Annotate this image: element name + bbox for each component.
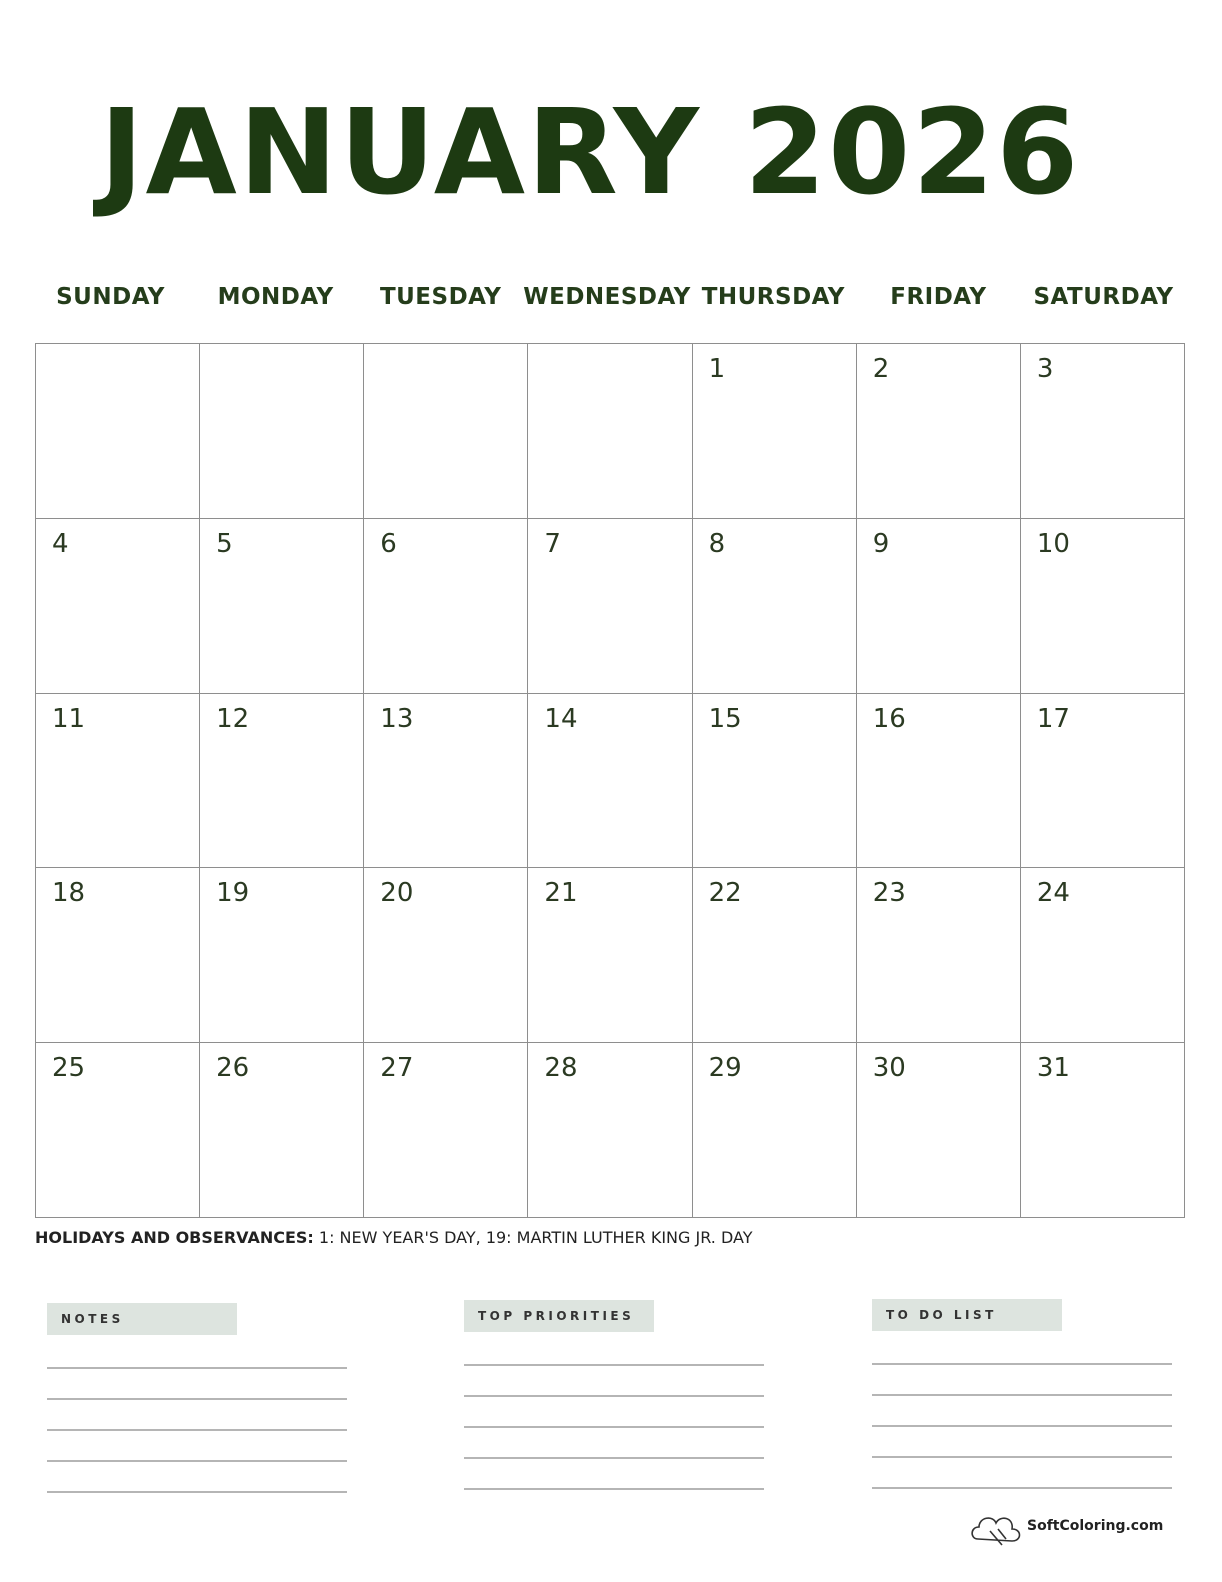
day-cell [36, 694, 200, 869]
day-cell [528, 868, 692, 1043]
day-number: 3 [1036, 354, 1054, 384]
day-number: 24 [1036, 878, 1070, 909]
day-cell [857, 344, 1021, 519]
notes-line [47, 1398, 347, 1400]
weekday-saturday: SATURDAY [1033, 284, 1174, 310]
day-number: 26 [216, 1053, 250, 1084]
day-cell [528, 1043, 692, 1218]
day-number: 14 [544, 703, 578, 734]
day-number: 13 [380, 703, 414, 734]
day-number: 12 [216, 703, 250, 734]
weekday-sunday: SUNDAY [56, 284, 165, 310]
day-number: 5 [216, 528, 233, 559]
priorities-line [464, 1488, 764, 1490]
notes-line [47, 1429, 347, 1431]
day-number: 11 [52, 703, 86, 734]
todo-section [872, 1299, 1172, 1489]
day-cell [36, 1043, 200, 1218]
weekday-tuesday: TUESDAY [379, 284, 502, 310]
priorities-line [464, 1426, 764, 1428]
todo-heading: TO DO LIST [872, 1299, 1062, 1331]
day-cell [200, 519, 364, 694]
day-cell [364, 1043, 528, 1218]
day-number: 30 [872, 1053, 906, 1084]
day-cell [857, 519, 1021, 694]
day-cell [364, 344, 528, 519]
day-cell [857, 868, 1021, 1043]
day-number: 17 [1036, 703, 1070, 734]
holidays-note [35, 1228, 752, 1247]
day-number: 25 [52, 1053, 86, 1084]
priorities-section [464, 1300, 764, 1490]
weekday-thursday: THURSDAY [701, 284, 845, 310]
day-number: 16 [872, 703, 906, 734]
weekday-wednesday: WEDNESDAY [523, 284, 691, 310]
day-cell [1021, 868, 1185, 1043]
day-cell [200, 344, 364, 519]
day-number: 4 [52, 528, 69, 559]
day-number: 23 [872, 878, 906, 909]
day-number: 27 [380, 1053, 414, 1084]
day-number: 8 [708, 528, 726, 559]
day-number: 6 [380, 528, 397, 559]
notes-line [47, 1367, 347, 1369]
day-cell [364, 694, 528, 869]
day-cell [200, 1043, 364, 1218]
notes-line [47, 1491, 347, 1493]
notes-line [47, 1460, 347, 1462]
page-title: JANUARY 2026 [99, 83, 1081, 221]
brand-watermark: SoftColoring.com [1027, 1518, 1164, 1534]
day-cell [200, 694, 364, 869]
day-number: 2 [872, 354, 890, 384]
holidays-label: HOLIDAYS AND OBSERVANCES: [35, 1228, 314, 1247]
day-number: 29 [708, 1053, 742, 1084]
day-number: 21 [544, 878, 578, 909]
day-cell [1021, 344, 1185, 519]
day-number: 10 [1036, 528, 1070, 559]
day-cell [857, 694, 1021, 869]
day-number: 28 [544, 1053, 578, 1084]
day-cell [693, 868, 857, 1043]
todo-line [872, 1394, 1172, 1396]
holidays-text: 1: NEW YEAR'S DAY, 19: MARTIN LUTHER KING JR. DAY [313, 1228, 753, 1247]
day-cell [528, 694, 692, 869]
notes-section [47, 1303, 347, 1493]
day-cell [693, 344, 857, 519]
day-number: 7 [544, 528, 561, 559]
day-number: 15 [708, 703, 742, 734]
priorities-line [464, 1395, 764, 1397]
priorities-line [464, 1364, 764, 1366]
day-cell [200, 868, 364, 1043]
day-cell [1021, 1043, 1185, 1218]
day-number: 18 [52, 878, 86, 909]
todo-line [872, 1456, 1172, 1458]
calendar-grid [35, 343, 1185, 1218]
notes-heading: NOTES [47, 1303, 237, 1335]
todo-line [872, 1425, 1172, 1427]
day-number: 9 [872, 528, 890, 559]
day-number: 20 [380, 878, 414, 909]
day-cell [528, 519, 692, 694]
day-cell [1021, 694, 1185, 869]
day-cell [693, 1043, 857, 1218]
day-number: 31 [1036, 1053, 1070, 1084]
cloud-logo-icon [968, 1505, 1028, 1551]
day-number: 1 [708, 354, 726, 384]
priorities-line [464, 1457, 764, 1459]
day-cell [528, 344, 692, 519]
priorities-heading: TOP PRIORITIES [464, 1300, 654, 1332]
day-cell [36, 868, 200, 1043]
day-cell [693, 519, 857, 694]
weekday-monday: MONDAY [217, 284, 334, 310]
todo-line [872, 1363, 1172, 1365]
day-cell [36, 519, 200, 694]
day-number: 19 [216, 878, 250, 909]
todo-line [872, 1487, 1172, 1489]
day-cell [857, 1043, 1021, 1218]
day-cell [693, 694, 857, 869]
day-cell [364, 519, 528, 694]
weekday-friday: FRIDAY [890, 284, 987, 310]
day-cell [364, 868, 528, 1043]
day-number: 22 [708, 878, 742, 909]
weekday-header-row [28, 284, 1186, 320]
day-cell [1021, 519, 1185, 694]
day-cell [36, 344, 200, 519]
